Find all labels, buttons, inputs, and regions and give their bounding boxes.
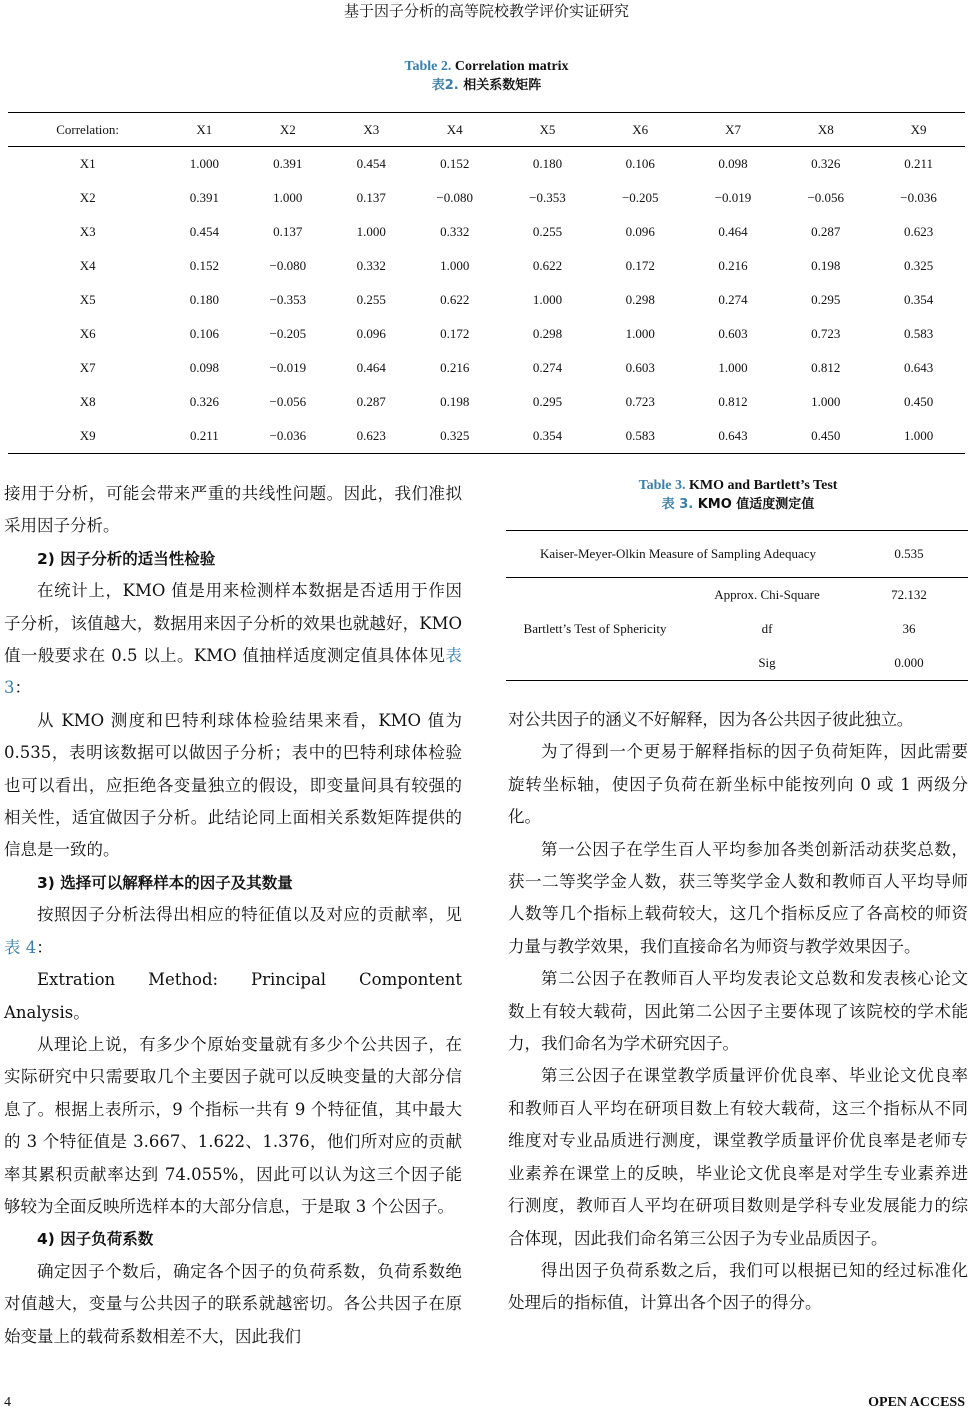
column-header: X6 bbox=[632, 121, 649, 137]
section-heading: 3) 选择可以解释样本的因子及其数量 bbox=[37, 873, 293, 892]
table-row bbox=[506, 578, 968, 613]
table-cell: −0.036 bbox=[900, 190, 937, 205]
sig-value: 0.000 bbox=[894, 655, 924, 670]
kmo-label: Kaiser-Meyer-Olkin Measure of Sampling Adequacy bbox=[539, 546, 816, 561]
paragraph: 对公共因子的涵义不好解释，因为各公共因子彼此独立。 bbox=[508, 710, 914, 729]
table-cell: 0.623 bbox=[903, 224, 934, 239]
table-cell: 0.198 bbox=[811, 258, 841, 273]
column-header: X1 bbox=[196, 121, 213, 137]
table-cell: 0.180 bbox=[189, 292, 219, 307]
table-cell: 0.287 bbox=[356, 394, 386, 409]
table-cell: 0.295 bbox=[532, 394, 563, 409]
df-label: df bbox=[761, 621, 773, 636]
table3-title-zh: KMO 值适度测定值 bbox=[697, 497, 815, 512]
running-header: 基于因子分析的高等院校教学评价实证研究 bbox=[343, 2, 629, 20]
table-cell: 0.326 bbox=[811, 156, 841, 171]
column-header: Correlation: bbox=[56, 121, 120, 137]
table-cell: −0.019 bbox=[269, 360, 307, 375]
kmo-bartlett-table bbox=[506, 530, 968, 681]
table3-reference-link[interactable]: 表 3 bbox=[4, 646, 462, 698]
table-cell: −0.205 bbox=[621, 190, 659, 205]
table-row bbox=[8, 147, 965, 182]
sig-label: Sig bbox=[758, 655, 776, 670]
section-heading: 2) 因子分析的适当性检验 bbox=[37, 549, 216, 568]
column-header: X7 bbox=[725, 121, 741, 137]
table-cell: 1.000 bbox=[356, 224, 386, 239]
paragraph: 第二公因子在教师百人平均发表论文总数和发表核心论文数上有较大载荷，因此第二公因子主要体现了该院校的学术能力，我们命名为学术研究因子。 bbox=[508, 969, 968, 1054]
table-cell: 0.391 bbox=[189, 190, 219, 205]
paragraph: 得出因子负荷系数之后，我们可以根据已知的经过标准化处理后的指标值，计算出各个因子的得分。 bbox=[508, 1260, 968, 1313]
table-row bbox=[506, 531, 968, 578]
table-cell: 1.000 bbox=[625, 326, 655, 341]
table-cell: −0.056 bbox=[269, 394, 307, 409]
paragraph bbox=[4, 575, 462, 705]
table-row bbox=[8, 249, 965, 283]
table-cell: 0.298 bbox=[532, 326, 563, 341]
table-cell: 0.274 bbox=[532, 360, 563, 375]
table-cell: 0.287 bbox=[811, 224, 841, 239]
paragraph: 接用于分析，可能会带来严重的共线性问题。因此，我们准拟采用因子分析。 bbox=[4, 484, 462, 536]
column-header: X5 bbox=[539, 121, 556, 137]
table3-label-en: Table 3. bbox=[638, 478, 686, 493]
paragraph: 从 KMO 测度和巴特利球体检验结果来看，KMO 值为 0.535，表明该数据可以做因子分析；表中的巴特利球体检验也可以看出，应拒绝各变量独立的假设，即变量间具有较强的相关性，适宜做因子分析。此结论同上面相关系数矩阵提供的信息是一致的。 bbox=[4, 710, 462, 860]
table-cell: −0.353 bbox=[269, 292, 307, 307]
table-cell: 0.464 bbox=[718, 224, 748, 239]
paragraph bbox=[4, 899, 462, 964]
table-header-row bbox=[8, 113, 965, 147]
paragraph: 为了得到一个更易于解释指标的因子负荷矩阵，因此需要旋转坐标轴，使因子负荷在新坐标中能按列向 0 或 1 两级分化。 bbox=[508, 742, 968, 827]
table-cell: 0.332 bbox=[440, 224, 470, 239]
table-cell: 0.211 bbox=[189, 428, 219, 443]
table3-caption bbox=[508, 476, 968, 514]
table-cell: 0.723 bbox=[811, 326, 841, 341]
table-cell: 0.603 bbox=[718, 326, 748, 341]
table-cell: 0.325 bbox=[903, 258, 934, 273]
table-cell: 0.152 bbox=[189, 258, 219, 273]
left-column bbox=[4, 478, 462, 1353]
table-cell: 0.172 bbox=[625, 258, 655, 273]
page-number: 4 bbox=[4, 1395, 11, 1410]
paragraph-text: ： bbox=[36, 937, 53, 957]
table-cell: 0.464 bbox=[356, 360, 386, 375]
row-label: X3 bbox=[79, 224, 96, 239]
table-cell: 0.583 bbox=[903, 326, 934, 341]
table-cell: 0.812 bbox=[811, 360, 841, 375]
table-cell: 0.106 bbox=[625, 156, 655, 171]
table-cell: 0.096 bbox=[356, 326, 386, 341]
table-cell: 0.098 bbox=[718, 156, 748, 171]
table-row bbox=[8, 317, 965, 351]
table-cell: 0.812 bbox=[718, 394, 748, 409]
table3-label-zh: 表 3. bbox=[661, 497, 694, 512]
table-cell: 0.583 bbox=[625, 428, 655, 443]
column-header: X8 bbox=[817, 121, 834, 137]
row-label: X7 bbox=[79, 360, 96, 375]
paragraph: 从理论上说，有多少个原始变量就有多少个公共因子，在实际研究中只需要取几个主要因子就可以反映变量的大部分信息了。根据上表所示，9 个指标一共有 9 个特征值，其中最大的 3 个特征值是 3.667、1.622、1.376，他们所对应的贡献率其累积贡献率达到 74.055%，因此可以认为这三个因子能够较为全面反映所选样本的大部分信息，于是取 3 个公因子。 bbox=[4, 1034, 462, 1216]
table-cell: 1.000 bbox=[903, 428, 934, 443]
paragraph: 第一公因子在学生百人平均参加各类创新活动获奖总数，获一二等奖学金人数，获三等奖学金人数和教师百人平均导师人数等几个指标上载荷较大，这几个指标反应了各高校的师资力量与教学效果，我们直接命名为师资与教学效果因子。 bbox=[508, 839, 968, 956]
table-cell: 0.180 bbox=[532, 156, 563, 171]
table2-label-zh: 表2. bbox=[431, 78, 459, 93]
row-label: X8 bbox=[79, 394, 96, 409]
table-row bbox=[8, 351, 965, 385]
column-header: X2 bbox=[279, 121, 296, 137]
table-cell: 0.255 bbox=[532, 224, 563, 239]
table-row bbox=[8, 385, 965, 419]
table-cell: 0.106 bbox=[189, 326, 219, 341]
table2-title-en: Correlation matrix bbox=[454, 59, 569, 74]
row-label: X1 bbox=[79, 156, 96, 171]
table-cell: 0.643 bbox=[718, 428, 748, 443]
table-cell: 0.137 bbox=[273, 224, 303, 239]
table-cell: 0.274 bbox=[718, 292, 748, 307]
table-cell: −0.056 bbox=[807, 190, 845, 205]
table-cell: 0.354 bbox=[903, 292, 934, 307]
table-cell: 0.098 bbox=[189, 360, 219, 375]
table-cell: −0.080 bbox=[436, 190, 473, 205]
table-cell: 0.454 bbox=[189, 224, 219, 239]
row-label: X2 bbox=[79, 190, 96, 205]
table-cell: 0.198 bbox=[440, 394, 470, 409]
table-cell: 0.172 bbox=[440, 326, 470, 341]
open-access-label: OPEN ACCESS bbox=[868, 1395, 965, 1410]
table-cell: −0.205 bbox=[269, 326, 307, 341]
table-cell: 0.211 bbox=[904, 156, 933, 171]
row-label: X4 bbox=[79, 258, 96, 273]
table-cell: 1.000 bbox=[440, 258, 470, 273]
table-cell: −0.080 bbox=[269, 258, 307, 273]
paragraph-text: 在统计上，KMO 值是用来检测样本数据是否适用于作因子分析，该值越大，数据用来因子分析的效果也就越好，KMO 值一般要求在 0.5 以上。KMO 值抽样适度测定值具体体见 bbox=[4, 581, 462, 666]
table-cell: 0.643 bbox=[903, 360, 934, 375]
table-cell: 0.391 bbox=[273, 156, 303, 171]
df-value: 36 bbox=[902, 621, 916, 636]
row-label: X6 bbox=[79, 326, 96, 341]
table-cell: 0.603 bbox=[625, 360, 655, 375]
column-header: X9 bbox=[910, 121, 927, 137]
table-cell: 0.295 bbox=[811, 292, 841, 307]
paragraph-text: ： bbox=[14, 678, 31, 698]
table-cell: 0.450 bbox=[903, 394, 934, 409]
table-cell: 0.450 bbox=[811, 428, 841, 443]
table-cell: 0.622 bbox=[440, 292, 470, 307]
table-cell: 0.096 bbox=[625, 224, 655, 239]
section-heading: 4) 因子负荷系数 bbox=[37, 1230, 154, 1249]
table-cell: 0.298 bbox=[625, 292, 655, 307]
table-cell: 0.216 bbox=[718, 258, 748, 273]
table-cell: 0.354 bbox=[532, 428, 563, 443]
table-row bbox=[8, 419, 965, 454]
table-cell: −0.036 bbox=[269, 428, 307, 443]
table-cell: 0.332 bbox=[356, 258, 386, 273]
table-cell: 1.000 bbox=[189, 156, 219, 171]
table-cell: 1.000 bbox=[532, 292, 563, 307]
table-cell: 0.255 bbox=[356, 292, 386, 307]
bartlett-label: Bartlett’s Test of Sphericity bbox=[523, 621, 667, 636]
table-cell: 0.152 bbox=[440, 156, 470, 171]
table-row bbox=[8, 283, 965, 317]
table2-title-zh: 相关系数矩阵 bbox=[463, 78, 542, 93]
paragraph-text: 按照因子分析法得出相应的特征值以及对应的贡献率，见 bbox=[37, 905, 462, 925]
table-row bbox=[8, 215, 965, 249]
kmo-value: 0.535 bbox=[894, 546, 924, 561]
table-cell: −0.353 bbox=[529, 190, 566, 205]
table3-title-en: KMO and Bartlett’s Test bbox=[689, 478, 838, 493]
column-header: X4 bbox=[446, 121, 463, 137]
row-label: X9 bbox=[79, 428, 96, 443]
right-column bbox=[508, 704, 968, 1320]
table2-caption bbox=[0, 57, 973, 95]
table-cell: 1.000 bbox=[273, 190, 303, 205]
table-cell: 0.622 bbox=[532, 258, 563, 273]
paragraph: Extration Method: Principal Compontent Analysis。 bbox=[4, 970, 462, 1022]
table-cell: 0.216 bbox=[440, 360, 470, 375]
table-cell: 0.137 bbox=[356, 190, 386, 205]
table2-label-en: Table 2. bbox=[404, 59, 452, 74]
table-cell: 0.723 bbox=[625, 394, 655, 409]
table-cell: 0.325 bbox=[440, 428, 470, 443]
chi-square-value: 72.132 bbox=[891, 587, 927, 602]
table4-reference-link[interactable]: 表 4 bbox=[4, 937, 37, 957]
column-header: X3 bbox=[363, 121, 380, 137]
table-cell: 0.454 bbox=[356, 156, 386, 171]
table-cell: 1.000 bbox=[811, 394, 841, 409]
table-row bbox=[8, 181, 965, 215]
table-cell: −0.019 bbox=[714, 190, 752, 205]
correlation-matrix-table bbox=[8, 112, 965, 454]
paragraph: 第三公因子在课堂教学质量评价优良率、毕业论文优良率和教师百人平均在研项目数上有较大载荷，这三个指标从不同维度对专业品质进行测度，课堂教学质量评价优良率是老师专业素养在课堂上的反映，毕业论文优良率是对学生专业素养进行测度，教师百人平均在研项目数则是学科专业发展能力的综合体现，因此我们命名第三公因子为专业品质因子。 bbox=[508, 1066, 968, 1248]
row-label: X5 bbox=[79, 292, 96, 307]
chi-square-label: Approx. Chi-Square bbox=[714, 587, 820, 602]
table-cell: 0.326 bbox=[189, 394, 219, 409]
table-cell: 1.000 bbox=[718, 360, 748, 375]
paragraph: 确定因子个数后，确定各个因子的负荷系数，负荷系数绝对值越大，变量与公共因子的联系就越密切。各公共因子在原始变量上的载荷系数相差不大，因此我们 bbox=[4, 1261, 462, 1346]
table-cell: 0.623 bbox=[356, 428, 386, 443]
